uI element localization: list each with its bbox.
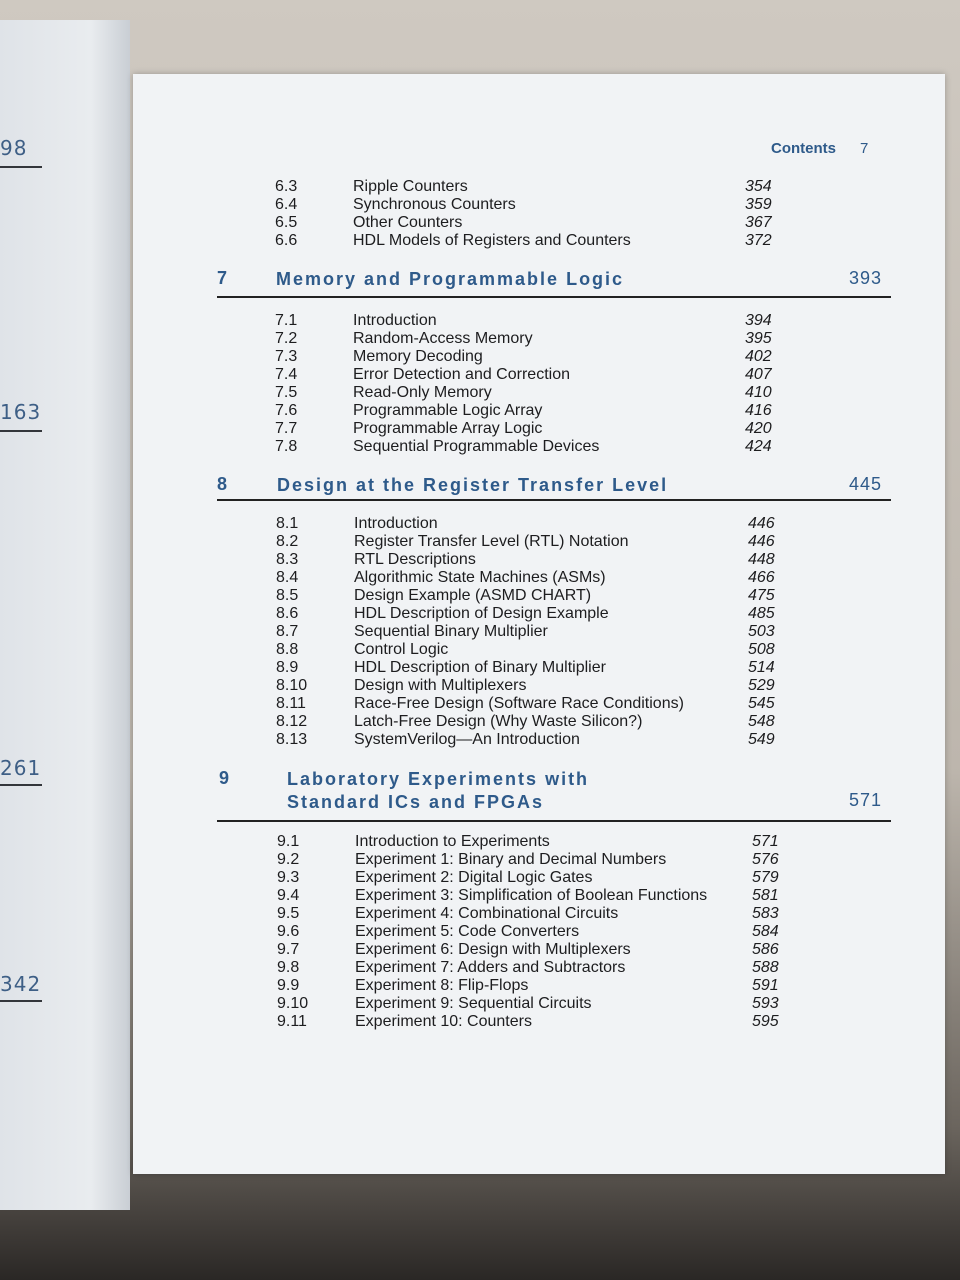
section-title: Memory Decoding <box>353 348 483 365</box>
section-number: 8.2 <box>276 533 299 550</box>
section-page: 395 <box>745 330 772 347</box>
chapter-title-line: Laboratory Experiments with <box>287 769 590 789</box>
section-number: 9.11 <box>277 1013 307 1030</box>
section-number: 6.3 <box>275 178 298 195</box>
section-number: 9.4 <box>277 887 300 904</box>
section-number: 6.6 <box>275 232 298 249</box>
section-page: 466 <box>748 569 775 586</box>
section-number: 8.11 <box>276 695 306 712</box>
section-title: RTL Descriptions <box>354 551 476 568</box>
section-page: 514 <box>748 659 775 676</box>
section-page: 354 <box>745 178 772 195</box>
chapter-number: 8 <box>217 474 228 494</box>
section-number: 8.6 <box>276 605 299 622</box>
chapter-page: 571 <box>849 790 883 810</box>
section-page: 503 <box>748 623 775 640</box>
section-number: 8.12 <box>276 713 308 730</box>
chapter-title <box>276 268 624 291</box>
section-page: 424 <box>745 438 772 455</box>
contents-page <box>133 74 945 1174</box>
section-title: Sequential Binary Multiplier <box>354 623 548 640</box>
section-title: Control Logic <box>354 641 449 658</box>
section-number: 8.8 <box>276 641 299 658</box>
header-label: Contents <box>771 140 836 157</box>
section-title: Experiment 6: Design with Multiplexers <box>355 941 631 958</box>
section-number: 7.4 <box>275 366 298 383</box>
chapter-page: 445 <box>849 474 883 494</box>
section-page: 591 <box>752 977 779 994</box>
section-page: 485 <box>748 605 775 622</box>
section-page: 508 <box>748 641 775 658</box>
section-number: 8.10 <box>276 677 308 694</box>
section-number: 8.7 <box>276 623 299 640</box>
section-page: 420 <box>745 420 772 437</box>
section-number: 9.5 <box>277 905 300 922</box>
section-title: Experiment 2: Digital Logic Gates <box>355 869 593 886</box>
section-title: Read-Only Memory <box>353 384 492 401</box>
left-rule <box>0 166 42 168</box>
section-title: Programmable Array Logic <box>353 420 543 437</box>
section-number: 7.2 <box>275 330 298 347</box>
left-rule <box>0 1000 42 1002</box>
section-title: HDL Models of Registers and Counters <box>353 232 631 249</box>
chapter-title <box>287 768 589 814</box>
section-title: Introduction <box>354 515 438 532</box>
section-number: 9.8 <box>277 959 300 976</box>
running-header <box>771 140 868 157</box>
chapter-rule <box>217 499 891 501</box>
section-title: Sequential Programmable Devices <box>353 438 600 455</box>
section-number: 7.5 <box>275 384 298 401</box>
section-page: 407 <box>745 366 772 383</box>
section-title: Race-Free Design (Software Race Conditions) <box>354 695 684 712</box>
section-number: 9.7 <box>277 941 300 958</box>
section-number: 9.10 <box>277 995 309 1012</box>
left-rule <box>0 784 42 786</box>
section-page: 446 <box>748 533 775 550</box>
section-title: Design with Multiplexers <box>354 677 527 694</box>
left-rule <box>0 430 42 432</box>
section-page: 416 <box>745 402 772 419</box>
section-number: 8.5 <box>276 587 299 604</box>
section-title: Random-Access Memory <box>353 330 533 347</box>
section-title: Experiment 8: Flip-Flops <box>355 977 529 994</box>
section-number: 8.1 <box>276 515 299 532</box>
section-number: 9.9 <box>277 977 300 994</box>
section-page: 549 <box>748 731 775 748</box>
section-title: Introduction to Experiments <box>355 833 550 850</box>
section-number: 8.13 <box>276 731 308 748</box>
section-number: 7.1 <box>275 312 298 329</box>
section-title: Experiment 1: Binary and Decimal Numbers <box>355 851 667 868</box>
section-title: Ripple Counters <box>353 178 468 195</box>
section-page: 446 <box>748 515 775 532</box>
section-title: SystemVerilog—An Introduction <box>354 731 580 748</box>
chapter-number: 9 <box>219 768 230 788</box>
section-title: Other Counters <box>353 214 463 231</box>
chapter-page: 393 <box>849 268 883 288</box>
section-title: Synchronous Counters <box>353 196 516 213</box>
section-page: 584 <box>752 923 779 940</box>
section-title: Latch-Free Design (Why Waste Silicon?) <box>354 713 643 730</box>
section-title: Experiment 3: Simplification of Boolean Functions <box>355 887 708 904</box>
chapter-rule <box>217 296 891 298</box>
section-number: 7.3 <box>275 348 298 365</box>
chapter-title-line: Design at the Register Transfer Level <box>277 475 669 495</box>
chapter-title-line: Memory and Programmable Logic <box>276 269 625 289</box>
section-page: 545 <box>748 695 775 712</box>
chapter-rule <box>217 820 891 822</box>
section-title: Experiment 10: Counters <box>355 1013 532 1030</box>
section-number: 9.3 <box>277 869 300 886</box>
section-page: 581 <box>752 887 779 904</box>
section-title: HDL Description of Design Example <box>354 605 609 622</box>
section-page: 402 <box>745 348 772 365</box>
section-title: Experiment 4: Combinational Circuits <box>355 905 619 922</box>
section-page: 367 <box>745 214 772 231</box>
section-page: 579 <box>752 869 779 886</box>
section-number: 8.9 <box>276 659 299 676</box>
section-page: 394 <box>745 312 772 329</box>
section-title: HDL Description of Binary Multiplier <box>354 659 606 676</box>
section-number: 6.4 <box>275 196 298 213</box>
section-page: 588 <box>752 959 779 976</box>
section-title: Experiment 9: Sequential Circuits <box>355 995 592 1012</box>
section-number: 7.8 <box>275 438 298 455</box>
section-page: 359 <box>745 196 772 213</box>
header-page-number: 7 <box>860 140 869 157</box>
section-page: 475 <box>748 587 775 604</box>
section-title: Algorithmic State Machines (ASMs) <box>354 569 606 586</box>
chapter-number: 7 <box>217 268 228 288</box>
chapter-title-line: Standard ICs and FPGAs <box>287 792 545 812</box>
section-page: 595 <box>752 1013 779 1030</box>
section-page: 583 <box>752 905 779 922</box>
section-page: 410 <box>745 384 772 401</box>
section-page: 576 <box>752 851 779 868</box>
section-title: Introduction <box>353 312 437 329</box>
chapter-title <box>277 474 668 497</box>
section-title: Programmable Logic Array <box>353 402 543 419</box>
section-title: Experiment 7: Adders and Subtractors <box>355 959 626 976</box>
left-page <box>0 20 130 1210</box>
left-page-number: 98 <box>0 136 28 160</box>
section-number: 7.7 <box>275 420 298 437</box>
section-number: 6.5 <box>275 214 298 231</box>
left-page-number: 163 <box>0 400 42 424</box>
section-page: 571 <box>752 833 779 850</box>
section-title: Experiment 5: Code Converters <box>355 923 580 940</box>
section-page: 448 <box>748 551 775 568</box>
section-page: 586 <box>752 941 779 958</box>
section-title: Register Transfer Level (RTL) Notation <box>354 533 629 550</box>
section-page: 529 <box>748 677 775 694</box>
section-number: 7.6 <box>275 402 298 419</box>
section-page: 548 <box>748 713 775 730</box>
section-page: 372 <box>745 232 772 249</box>
left-page-number: 342 <box>0 972 42 996</box>
left-page-number: 261 <box>0 756 42 780</box>
section-title: Design Example (ASMD CHART) <box>354 587 592 604</box>
section-number: 9.6 <box>277 923 300 940</box>
section-number: 9.1 <box>277 833 300 850</box>
section-page: 593 <box>752 995 779 1012</box>
section-number: 8.3 <box>276 551 299 568</box>
section-title: Error Detection and Correction <box>353 366 570 383</box>
section-number: 8.4 <box>276 569 299 586</box>
section-number: 9.2 <box>277 851 300 868</box>
